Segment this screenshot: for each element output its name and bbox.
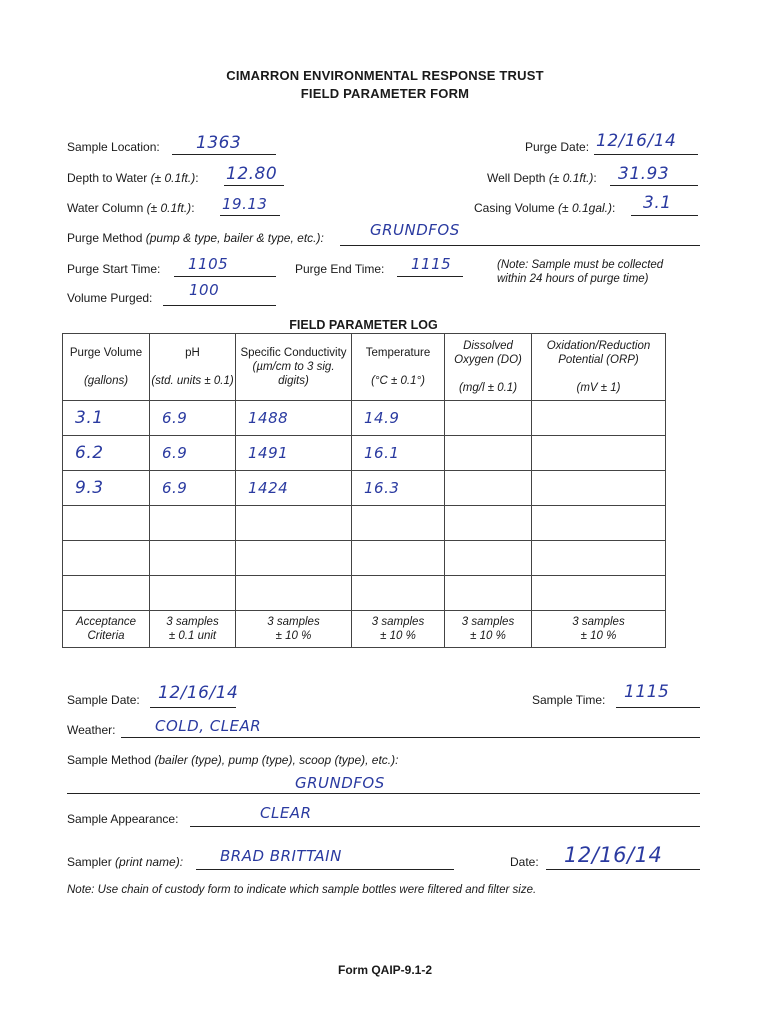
well-depth-value: 31.93 (618, 164, 670, 184)
table-row (63, 401, 666, 436)
criteria-cell: 3 samples ± 0.1 unit (150, 611, 236, 648)
sample-location-field[interactable] (172, 133, 276, 155)
table-cell[interactable] (532, 506, 666, 541)
sampler-label: Sampler (print name): (67, 855, 184, 869)
sample-method-value: GRUNDFOS (295, 774, 385, 792)
table-row (63, 471, 666, 506)
table-row (63, 436, 666, 471)
table-cell[interactable] (352, 506, 445, 541)
depth-to-water-label: Depth to Water (± 0.1ft.): (67, 171, 199, 185)
purge-date-value: 12/16/14 (596, 131, 677, 151)
table-cell[interactable] (352, 541, 445, 576)
table-cell[interactable] (150, 541, 236, 576)
sample-appearance-field[interactable] (190, 804, 700, 827)
table-cell[interactable]: 1491 (236, 436, 352, 471)
sample-appearance-label: Sample Appearance: (67, 812, 179, 826)
casing-volume-field[interactable] (631, 193, 698, 216)
depth-to-water-field[interactable] (224, 164, 284, 186)
date-label: Date: (510, 855, 539, 869)
volume-purged-field[interactable] (163, 281, 276, 306)
col-header-conductivity: Specific Conductivity (µm/cm to 3 sig. digits) (236, 334, 352, 401)
col-header-purge-volume: Purge Volume (gallons) (63, 334, 150, 401)
weather-label: Weather: (67, 723, 116, 737)
purge-end-time-value: 1115 (411, 255, 452, 273)
table-cell[interactable] (63, 506, 150, 541)
well-depth-label: Well Depth (± 0.1ft.): (487, 171, 597, 185)
sample-location-label: Sample Location: (67, 140, 160, 154)
purge-end-time-label: Purge End Time: (295, 262, 385, 276)
table-cell[interactable] (532, 576, 666, 611)
casing-volume-label: Casing Volume (± 0.1gal.): (474, 201, 616, 215)
table-cell[interactable]: 6.9 (150, 471, 236, 506)
water-column-value: 19.13 (222, 195, 268, 213)
table-cell[interactable] (532, 401, 666, 436)
table-cell[interactable]: 16.1 (352, 436, 445, 471)
purge-date-label: Purge Date: (525, 140, 590, 154)
water-column-field[interactable] (220, 197, 280, 216)
table-cell[interactable]: 3.1 (63, 401, 150, 436)
table-cell[interactable] (352, 576, 445, 611)
criteria-cell: 3 samples ± 10 % (445, 611, 532, 648)
col-header-orp: Oxidation/Reduction Potential (ORP) (mV ± 1) (532, 334, 666, 401)
table-cell[interactable]: 16.3 (352, 471, 445, 506)
table-header-row (63, 334, 666, 401)
table-cell[interactable]: 1424 (236, 471, 352, 506)
sample-appearance-value: CLEAR (260, 804, 312, 822)
criteria-cell: 3 samples ± 10 % (532, 611, 666, 648)
sample-method-field[interactable] (67, 775, 700, 794)
date-value: 12/16/14 (564, 843, 663, 867)
purge-time-note: (Note: Sample must be collected within 24 hours of purge time) (497, 259, 664, 285)
volume-purged-label: Volume Purged: (67, 291, 153, 305)
acceptance-criteria-row (63, 611, 666, 648)
table-cell[interactable]: 9.3 (63, 471, 150, 506)
sampler-field[interactable] (196, 847, 454, 870)
table-cell[interactable] (236, 541, 352, 576)
water-column-label: Water Column (± 0.1ft.): (67, 201, 195, 215)
criteria-cell: 3 samples ± 10 % (352, 611, 445, 648)
col-header-dissolved-oxygen: Dissolved Oxygen (DO) (mg/l ± 0.1) (445, 334, 532, 401)
sample-date-label: Sample Date: (67, 693, 140, 707)
field-parameter-log-table (62, 333, 666, 648)
well-depth-field[interactable] (610, 164, 698, 186)
log-title: FIELD PARAMETER LOG (289, 318, 438, 332)
table-cell[interactable] (445, 576, 532, 611)
form-title-line1: CIMARRON ENVIRONMENTAL RESPONSE TRUST (226, 68, 544, 83)
table-row (63, 506, 666, 541)
col-header-ph: pH (std. units ± 0.1) (150, 334, 236, 401)
sample-time-label: Sample Time: (532, 693, 606, 707)
table-cell[interactable] (236, 576, 352, 611)
table-cell[interactable] (445, 471, 532, 506)
sample-method-label: Sample Method (bailer (type), pump (type), scoop (type), etc.): (67, 753, 399, 767)
table-cell[interactable] (445, 401, 532, 436)
date-field[interactable] (546, 843, 700, 870)
table-row (63, 541, 666, 576)
purge-date-field[interactable] (594, 131, 698, 155)
table-cell[interactable] (236, 506, 352, 541)
acceptance-criteria-label: Acceptance Criteria (63, 611, 150, 648)
sample-date-field[interactable] (150, 683, 239, 708)
table-cell[interactable] (445, 541, 532, 576)
sample-time-field[interactable] (616, 682, 700, 708)
table-cell[interactable] (445, 506, 532, 541)
table-cell[interactable] (150, 506, 236, 541)
criteria-cell: 3 samples ± 10 % (236, 611, 352, 648)
table-cell[interactable] (63, 541, 150, 576)
table-cell[interactable] (532, 436, 666, 471)
table-cell[interactable] (63, 576, 150, 611)
sample-location-value: 1363 (196, 133, 242, 153)
table-cell[interactable]: 6.9 (150, 401, 236, 436)
purge-start-time-field[interactable] (174, 255, 276, 277)
purge-method-label: Purge Method (pump & type, bailer & type, etc.): (67, 231, 324, 245)
table-cell[interactable] (532, 471, 666, 506)
col-header-temperature: Temperature (°C ± 0.1°) (352, 334, 445, 401)
table-cell[interactable]: 6.2 (63, 436, 150, 471)
purge-method-value: GRUNDFOS (370, 221, 460, 239)
purge-start-time-label: Purge Start Time: (67, 262, 161, 276)
form-number: Form QAIP-9.1-2 (337, 963, 433, 977)
table-row (63, 576, 666, 611)
weather-value: COLD, CLEAR (155, 717, 262, 735)
form-title-line2: FIELD PARAMETER FORM (300, 86, 470, 101)
purge-method-field[interactable] (340, 221, 700, 246)
table-cell[interactable] (150, 576, 236, 611)
table-cell[interactable]: 1488 (236, 401, 352, 436)
volume-purged-value: 100 (189, 281, 220, 299)
depth-to-water-value: 12.80 (226, 164, 278, 184)
table-cell[interactable] (445, 436, 532, 471)
table-cell[interactable] (532, 541, 666, 576)
weather-field[interactable] (121, 719, 700, 738)
casing-volume-value: 3.1 (643, 193, 672, 213)
sample-date-value: 12/16/14 (158, 683, 239, 703)
table-cell[interactable]: 14.9 (352, 401, 445, 436)
chain-of-custody-note: Note: Use chain of custody form to indicate which sample bottles were filtered and filter size. (67, 884, 537, 896)
purge-start-time-value: 1105 (188, 255, 229, 273)
purge-end-time-field[interactable] (397, 255, 463, 277)
sampler-value: BRAD BRITTAIN (220, 847, 342, 865)
sample-time-value: 1115 (624, 682, 670, 702)
table-cell[interactable]: 6.9 (150, 436, 236, 471)
